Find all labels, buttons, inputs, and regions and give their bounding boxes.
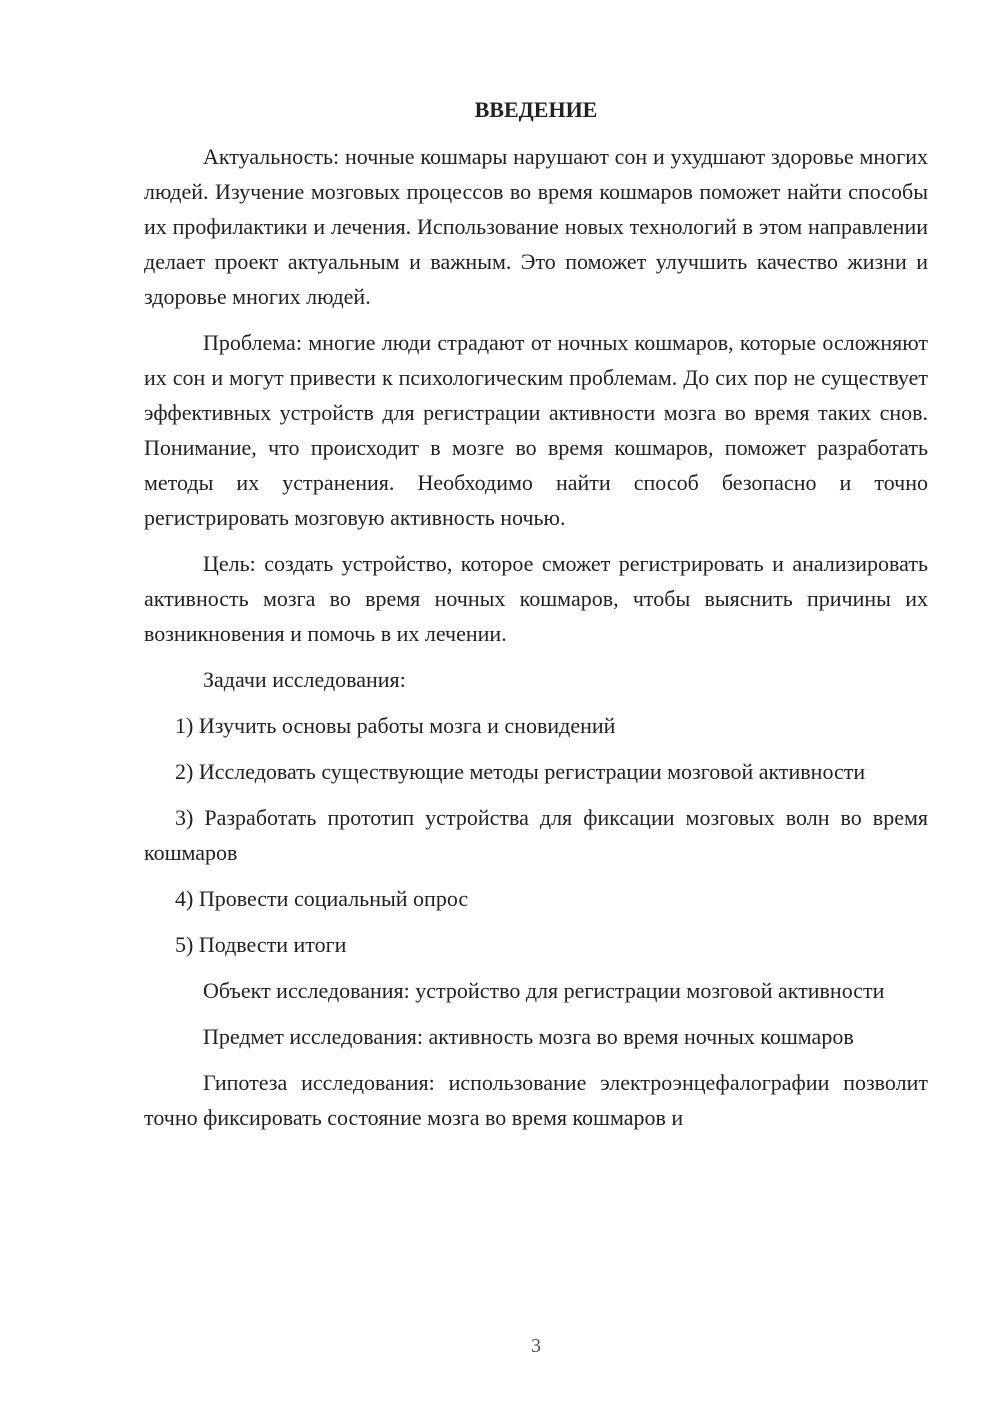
section-heading: ВВЕДЕНИЕ — [474, 97, 598, 122]
task-item-4: 4) Провести социальный опрос — [175, 886, 469, 911]
goal-paragraph: Цель: создать устройство, которое сможет регистрировать и анализировать активность мозга во время ночных кошмаров, чтобы выяснить причины их возникновения и помочь в их лечении. — [144, 551, 928, 646]
task-item-3: 3) Разработать прототип устройства для фиксации мозговых волн во время кошмаров — [144, 805, 928, 865]
hypothesis-paragraph: Гипотеза исследования: использование электроэнцефалографии позволит точно фиксировать состояние мозга во время кошмаров и — [144, 1070, 928, 1130]
tasks-title: Задачи исследования: — [203, 667, 406, 692]
page-content — [144, 92, 928, 1135]
subject-paragraph: Предмет исследования: активность мозга во время ночных кошмаров — [203, 1024, 854, 1049]
page-number: 3 — [531, 1335, 541, 1357]
object-paragraph: Объект исследования: устройство для регистрации мозговой активности — [203, 978, 885, 1003]
task-item-2: 2) Исследовать существующие методы регистрации мозговой активности — [175, 759, 866, 784]
problem-paragraph: Проблема: многие люди страдают от ночных кошмаров, которые осложняют их сон и могут привести к психологическим проблемам. До сих пор не существует эффективных устройств для регистрации активности мозга во время таких снов. Понимание, что происходит в мозге во время кошмаров, поможет разработать методы их устранения. Необходимо найти способ безопасно и точно регистрировать мозговую активность ночью. — [144, 330, 928, 530]
task-item-1: 1) Изучить основы работы мозга и сновидений — [175, 713, 616, 738]
relevance-paragraph: Актуальность: ночные кошмары нарушают сон и ухудшают здоровье многих людей. Изучение мозговых процессов во время кошмаров поможет найти способы их профилактики и лечения. Использование новых технологий в этом направлении делает проект актуальным и важным. Это поможет улучшить качество жизни и здоровье многих людей. — [144, 144, 928, 309]
task-item-5: 5) Подвести итоги — [175, 932, 347, 957]
